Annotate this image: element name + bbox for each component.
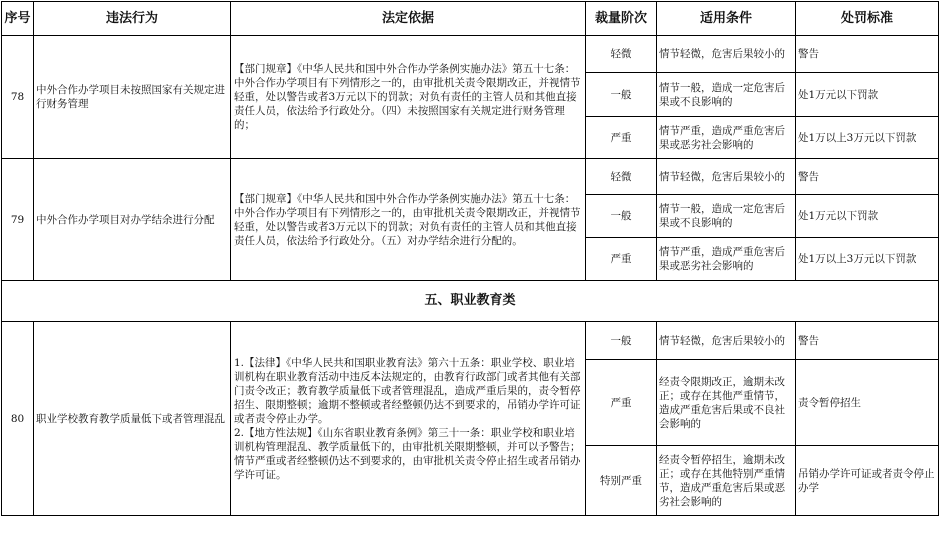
legal-basis-cell: 【部门规章】《中华人民共和国中外合作办学条例实施办法》第五十七条：中外合作办学项目有下列情形之一的，由审批机关责令限期改正，并视情节轻重，处以警告或者3万元以下的罚款；对负有责任的主管人员和其他直接责任人员，依法给予行政处分。（四）未按照国家有关规定进行财务管理的； (231, 36, 586, 159)
condition-cell: 情节一般，造成一定危害后果或不良影响的 (657, 73, 796, 117)
level-cell: 严重 (586, 238, 657, 281)
table-row (2, 36, 939, 73)
section-row (2, 281, 939, 322)
section-title: 五、职业教育类 (2, 281, 939, 322)
condition-cell: 经责令限期改正，逾期未改正；或存在其他严重情节，造成严重危害后果或不良社会影响的 (657, 360, 796, 446)
level-cell: 一般 (586, 195, 657, 238)
penalty-cell: 警告 (796, 322, 939, 360)
level-cell: 轻微 (586, 159, 657, 195)
legal-basis-item-2: 2.【地方性法规】《山东省职业教育条例》第三十一条：职业学校和职业培训机构管理混乱、教学质量低下的，由审批机关限期整顿，并可以予警告；情节严重或者经整顿仍达不到要求的，由审批机关责令停止招生或者吊销办学许可证。 (234, 426, 581, 481)
header-penalty: 处罚标准 (796, 2, 939, 36)
violation-cell: 中外合作办学项目未按照国家有关规定进行财务管理 (34, 36, 231, 159)
penalty-cell: 处1万元以下罚款 (796, 195, 939, 238)
table-row (2, 322, 939, 360)
level-cell: 严重 (586, 360, 657, 446)
row-number: 80 (2, 322, 34, 516)
penalty-cell: 处1万以上3万元以下罚款 (796, 238, 939, 281)
row-number: 79 (2, 159, 34, 281)
level-cell: 特别严重 (586, 446, 657, 516)
legal-basis-item-1: 1.【法律】《中华人民共和国职业教育法》第六十五条：职业学校、职业培训机构在职业教育活动中违反本法规定的，由教育行政部门或者其他有关部门责令改正；教育教学质量低下或者管理混乱，造成严重后果的，责令暂停招生、限期整顿；逾期不整顿或者经整顿仍达不到要求的，吊销办学许可证或者责令停止办学。 (234, 356, 581, 425)
violation-cell: 职业学校教育教学质量低下或者管理混乱 (34, 322, 231, 516)
condition-cell: 情节轻微，危害后果较小的 (657, 36, 796, 73)
condition-cell: 经责令暂停招生，逾期未改正；或存在其他特别严重情节，造成严重危害后果或恶劣社会影响的 (657, 446, 796, 516)
header-condition: 适用条件 (657, 2, 796, 36)
condition-cell: 情节轻微，危害后果较小的 (657, 322, 796, 360)
header-row (2, 2, 939, 36)
penalty-cell: 处1万元以下罚款 (796, 73, 939, 117)
level-cell: 一般 (586, 322, 657, 360)
legal-basis-cell (231, 322, 586, 516)
penalty-cell: 处1万以上3万元以下罚款 (796, 117, 939, 159)
level-cell: 一般 (586, 73, 657, 117)
row-number: 78 (2, 36, 34, 159)
header-no: 序号 (2, 2, 34, 36)
level-cell: 严重 (586, 117, 657, 159)
header-basis: 法定依据 (231, 2, 586, 36)
penalty-cell: 警告 (796, 159, 939, 195)
penalty-cell: 警告 (796, 36, 939, 73)
condition-cell: 情节严重，造成严重危害后果或恶劣社会影响的 (657, 238, 796, 281)
condition-cell: 情节轻微，危害后果较小的 (657, 159, 796, 195)
header-level: 裁量阶次 (586, 2, 657, 36)
table-row (2, 159, 939, 195)
penalty-cell: 吊销办学许可证或者责令停止办学 (796, 446, 939, 516)
header-violation: 违法行为 (34, 2, 231, 36)
penalty-cell: 责令暂停招生 (796, 360, 939, 446)
legal-basis-cell: 【部门规章】《中华人民共和国中外合作办学条例实施办法》第五十七条：中外合作办学项目有下列情形之一的，由审批机关责令限期改正，并视情节轻重，处以警告或者3万元以下的罚款；对负有责任的主管人员和其他直接责任人员，依法给予行政处分。（五）对办学结余进行分配的。 (231, 159, 586, 281)
condition-cell: 情节一般，造成一定危害后果或不良影响的 (657, 195, 796, 238)
penalty-table (1, 1, 939, 516)
violation-cell: 中外合作办学项目对办学结余进行分配 (34, 159, 231, 281)
level-cell: 轻微 (586, 36, 657, 73)
condition-cell: 情节严重，造成严重危害后果或恶劣社会影响的 (657, 117, 796, 159)
